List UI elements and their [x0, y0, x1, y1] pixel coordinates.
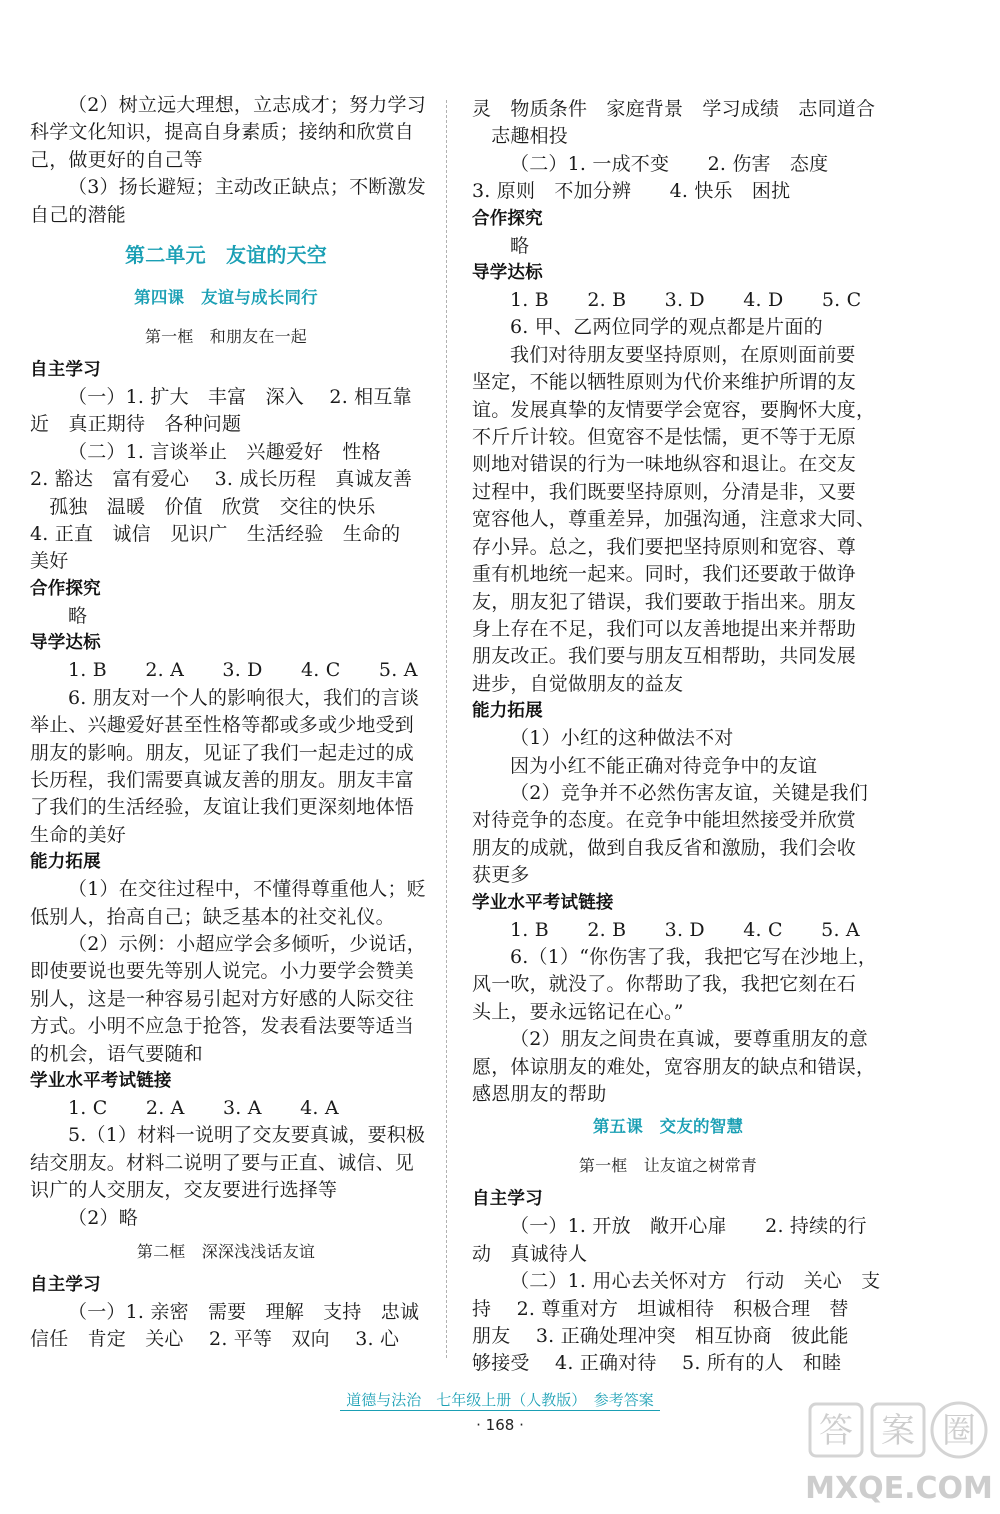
text-line: 进步，自觉做朋友的益友 [472, 672, 684, 695]
text-line: 宽容他人，尊重差异，加强沟通，注意求大同、 [472, 508, 876, 531]
text-line: 低别人，抬高自己；缺乏基本的社交礼仪。 [30, 905, 395, 928]
text-line: 美好 [30, 550, 69, 573]
text-line: 1. C 2. A 3. A 4. A [68, 1096, 339, 1119]
text-line: 结交朋友。材料二说明了要与正直、诚信、见 [30, 1151, 415, 1174]
text-line: 获更多 [472, 864, 530, 887]
text-line: 动 真诚待人 [472, 1242, 588, 1265]
text-line: 1. B 2. B 3. D 4. C 5. A [510, 918, 860, 941]
text-line: （二）1. 用心去关怀对方 行动 关心 支 [510, 1270, 881, 1293]
text-line: 自己的潜能 [30, 203, 127, 226]
text-line: 重有机地统一起来。同时，我们还要敢于做诤 [472, 563, 857, 586]
text-line: 即使要说也要先等别人说完。小力要学会赞美 [30, 960, 415, 983]
text-line: 不斤斤计较。但宽容不是怯懦，更不等于无原 [472, 426, 857, 449]
text-line: 1. B 2. A 3. D 4. C 5. A [68, 659, 418, 682]
section-heading: 能力拓展 [30, 852, 101, 873]
text-line: （1）在交往过程中，不懂得尊重他人；贬 [68, 878, 426, 901]
lesson-title: 第四课 友谊与成长同行 [134, 288, 318, 308]
text-line: （一）1. 开放 敞开心扉 2. 持续的行 [510, 1215, 867, 1238]
text-line: 3. 原则 不加分辨 4. 快乐 困扰 [472, 180, 791, 203]
unit-title: 第二单元 友谊的天空 [125, 243, 327, 268]
text-line: 识广的人交朋友，交友要进行选择等 [30, 1179, 338, 1202]
frame-title: 第二框 深深浅浅话友谊 [136, 1242, 316, 1261]
text-line: （3）扬长避短；主动改正缺点；不断激发 [68, 176, 426, 199]
text-line: 谊。发展真挚的友情要学会宽容，要胸怀大度， [472, 398, 876, 421]
text-line: 朋友改正。我们要与朋友互相帮助，共同发展 [472, 645, 857, 668]
text-line: 6.（1）“你伤害了我，我把它写在沙地上， [510, 945, 878, 968]
text-line: 志趣相投 [472, 125, 569, 148]
text-line: 信任 肯定 关心 2. 平等 双向 3. 心 [30, 1328, 400, 1351]
section-heading: 学业水平考试链接 [472, 892, 614, 913]
text-line: 持 2. 尊重对方 坦诚相待 积极合理 替 [472, 1297, 849, 1320]
text-line: 身上存在不足，我们可以友善地提出来并帮助 [472, 617, 857, 640]
text-line: 长历程，我们需要真诚友善的朋友。朋友丰富 [30, 768, 415, 791]
text-line: 因为小红不能正确对待竞争中的友谊 [510, 754, 818, 777]
text-line: （一）1. 扩大 丰富 深入 2. 相互靠 [68, 386, 412, 409]
section-heading: 合作探究 [472, 208, 543, 229]
section-heading: 导学达标 [472, 263, 543, 284]
text-line: 友，朋友犯了错误，我们要敢于指出来。朋友 [472, 590, 857, 613]
text-line: 灵 物质条件 家庭背景 学习成绩 志同道合 [472, 98, 876, 120]
text-line: 我们对待朋友要坚持原则，在原则面前要 [510, 343, 856, 366]
left-column [30, 92, 426, 1354]
text-line: （2）树立远大理想，立志成才；努力学习 [68, 94, 426, 116]
right-column [472, 96, 881, 1378]
text-line: 了我们的生活经验，友谊让我们更深刻地体悟 [30, 796, 415, 819]
text-line: （一）1. 亲密 需要 理解 支持 忠诚 [68, 1301, 420, 1323]
section-heading: 合作探究 [30, 578, 101, 599]
text-line: 头上，要永远铭记在心。” [472, 1000, 684, 1023]
watermark-url: MXQE.COM [805, 1471, 993, 1506]
frame-title: 第一框 和朋友在一起 [144, 327, 307, 347]
text-line: 孤独 温暖 价值 欣赏 交往的快乐 [30, 495, 376, 518]
text-line: 的机会，语气要随和 [30, 1042, 203, 1065]
text-line: 感恩朋友的帮助 [472, 1083, 607, 1105]
text-line: 1. B 2. B 3. D 4. D 5. C [510, 289, 862, 312]
watermark-logo [804, 1398, 994, 1510]
page-number: · 168 · [476, 1416, 524, 1434]
text-line: 方式。小明不应急于抢答，发表看法要等适当 [30, 1015, 415, 1038]
column-divider [446, 100, 447, 1358]
text-line: 6. 甲、乙两位同学的观点都是片面的 [510, 316, 823, 339]
text-line: 4. 正直 诚信 见识广 生活经验 生命的 [30, 523, 401, 546]
text-line: （1）小红的这种做法不对 [510, 727, 734, 750]
text-line: 生命的美好 [30, 823, 127, 846]
text-line: 略 [510, 234, 530, 257]
text-line: （2）示例：小超应学会多倾听，少说话， [68, 932, 426, 955]
watermark-char-2: 案 [881, 1411, 915, 1451]
text-line: （2）竞争并不必然伤害友谊，关键是我们 [510, 781, 868, 804]
text-line: 坚定，不能以牺牲原则为代价来维护所谓的友 [472, 371, 857, 394]
text-line: 则地对错误的行为一味地纵容和退让。在交友 [472, 453, 857, 476]
text-line: 风一吹，就没了。你帮助了我，我把它刻在石 [472, 973, 857, 996]
watermark-char-3: 圈 [942, 1411, 976, 1451]
text-line: 己，做更好的自己等 [30, 148, 203, 171]
text-line: 略 [68, 604, 88, 627]
text-line: 愿，体谅朋友的难处，宽容朋友的缺点和错误， [472, 1055, 876, 1078]
text-line: 过程中，我们既要坚持原则，分清是非，又要 [472, 480, 857, 503]
text-line: 别人，这是一种容易引起对方好感的人际交往 [30, 987, 415, 1010]
text-line: 科学文化知识，提高自身素质；接纳和欣赏自 [30, 121, 415, 144]
frame-title: 第一框 让友谊之树常青 [578, 1156, 758, 1176]
text-line: （二）1. 言谈举止 兴趣爱好 性格 [68, 440, 381, 463]
text-line: 2. 豁达 富有爱心 3. 成长历程 真诚友善 [30, 468, 413, 491]
watermark-char-1: 答 [819, 1411, 853, 1451]
footer-book-title-text: 道德与法治 七年级上册（人教版） 参考答案 [340, 1391, 660, 1411]
section-heading: 自主学习 [30, 360, 101, 381]
section-heading: 自主学习 [472, 1189, 543, 1210]
text-line: 5.（1）材料一说明了交友要真诚，要积极 [68, 1124, 426, 1147]
text-line: 6. 朋友对一个人的影响很大，我们的言谈 [68, 686, 420, 709]
text-line: 朋友的成就，做到自我反省和激励，我们会收 [472, 836, 857, 859]
text-line: 朋友 3. 正确处理冲突 相互协商 彼此能 [472, 1325, 849, 1348]
text-line: 举止、兴趣爱好甚至性格等都或多或少地受到 [30, 714, 415, 737]
lesson-title: 第五课 交友的智慧 [592, 1117, 744, 1137]
text-line: 朋友的影响。朋友，见证了我们一起走过的成 [30, 741, 415, 764]
text-line: 够接受 4. 正确对待 5. 所有的人 和睦 [472, 1352, 842, 1375]
text-line: 存小异。总之，我们要把坚持原则和宽容、尊 [472, 535, 857, 558]
text-line: 对待竞争的态度。在竞争中能坦然接受并欣赏 [472, 809, 857, 832]
section-heading: 自主学习 [30, 1275, 101, 1295]
text-line: （二）1. 一成不变 2. 伤害 态度 [510, 152, 829, 175]
text-line: （2）略 [68, 1206, 138, 1229]
section-heading: 学业水平考试链接 [30, 1070, 172, 1091]
section-heading: 能力拓展 [472, 701, 543, 722]
section-heading: 导学达标 [30, 633, 101, 654]
text-line: （2）朋友之间贵在真诚，要尊重朋友的意 [510, 1028, 868, 1051]
text-line: 近 真正期待 各种问题 [30, 413, 242, 436]
